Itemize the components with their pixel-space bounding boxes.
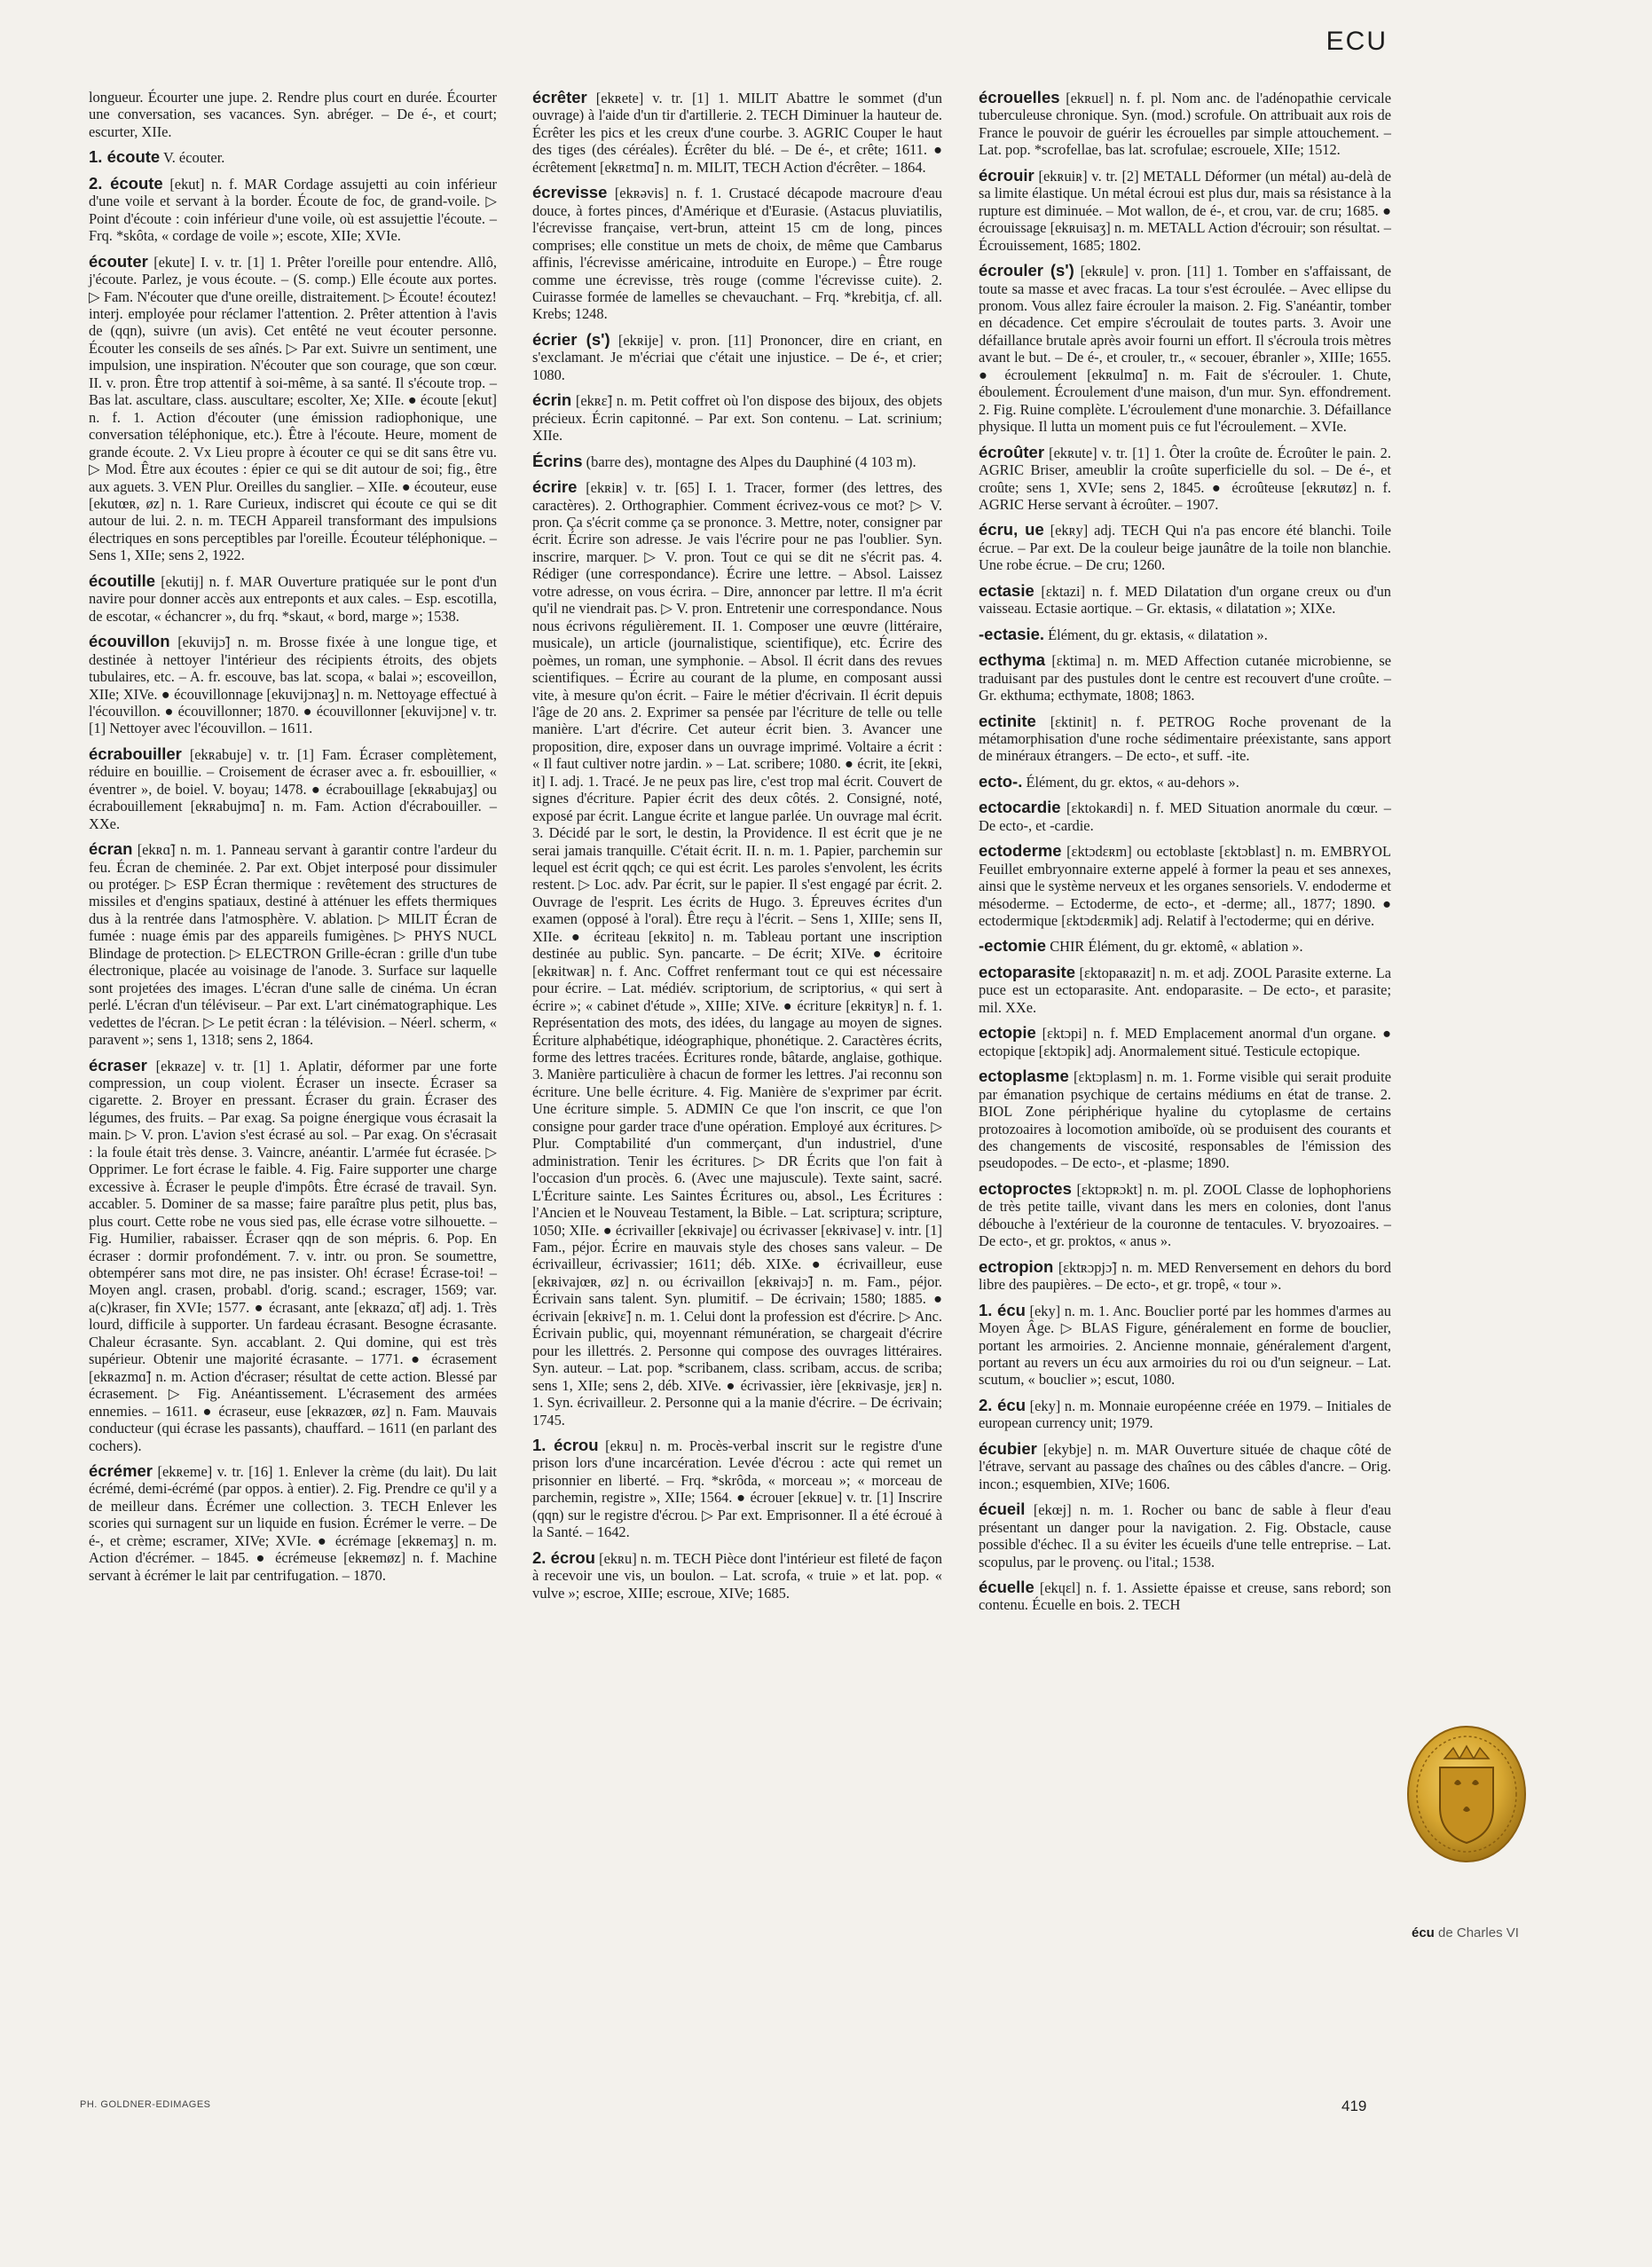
running-head: ECU (1326, 27, 1388, 56)
column-2 (532, 89, 942, 1610)
caption-text: de Charles VI (1434, 1925, 1519, 1940)
entry-body: [ɛktinit] n. f. PETROG Roche provenant de la métamorphisation d'une roche sédimentaire préexistante, sans apport de minéraux étrangers. – De ecto-, et suff. -ite. (979, 712, 1391, 765)
entry-body: [ekuvijɔ̃] n. m. Brosse fixée à une longue tige, et destinée à nettoyer l'intérieur des récipients étroits, des objets tubulaires, etc. – A. fr. escouve, bas lat. scopa, « balai »; escoveillon, XIIe; XIVe. ● écouvillonnage [ekuvijɔnaʒ] n. m. Nettoyage effectué à l'écouvillon. ● écouvillonner; 1870. ● écouvillonner [ekuvijɔne] v. tr. [1] Nettoyer avec l'écouvillon. – 1611. (89, 634, 497, 737)
entry-body: [ekʀɑ̃] n. m. 1. Panneau servant à garantir contre l'ardeur du feu. Écran de cheminée. 2. Par ext. Objet interposé pour dissimuler ou protéger. ▷ ESP Écran thermique : revêtement des structures de missiles et d'engins spatiaux, destiné à atténuer les effets thermiques dus à la rentrée dans l'atmosphère. V. ablation. ▷ MILIT Écran de fumée : nuage émis par des appareils fumigènes. ▷ PHYS NUCL Blindage de protection. ▷ ELECTRON Grille-écran : grille d'un tube électronique, placée au voisinage de l'anode. 3. Surface sur laquelle sont projetées des images. L'écran d'une salle de cinéma. Un écran perlé. L'écran d'un téléviseur. – Par ext. L'art cinématographique. Les vedettes de l'écran. ▷ Le petit écran : la télévision. – Néerl. scherm, « paravent »; sens 1, 1318; sens 2, 1864. (89, 841, 497, 1049)
entry-headword: ectopie (979, 1023, 1036, 1043)
entry-headword: écrin (532, 390, 572, 410)
entry-headword: écrêter (532, 88, 587, 106)
dictionary-entry (89, 840, 497, 1048)
entry-body: [ekʀute] v. tr. [1] 1. Ôter la croûte de. Écroûter le pain. 2. AGRIC Briser, ameublir la croûte superficielle du sol. – De é-, et croûte; sens 1, XVIe; sens 2, 1845. ● écroûteuse [ekʀutøz] n. f. AGRIC Herse servant à écroûter. – 1907. (979, 444, 1391, 513)
entry-headword: 2. écu (979, 1395, 1026, 1414)
dictionary-entry (532, 478, 942, 1429)
entry-body: [ekut] n. f. MAR Cordage assujetti au coin inférieur d'une voile et servant à la border. Écoute de foc, de grand-voile. ▷ Point d'écoute : coin inférieur d'une voile, où est assujettie l'écoute. – Frq. *skôta, « cordage de voile »; escote, XIIe; XVIe. (89, 175, 497, 245)
entry-headword: ectoproctes (979, 1178, 1072, 1198)
entry-body: [ɛktɔpi] n. f. MED Emplacement anormal d'un organe. ● ectopique [ɛktɔpik] adj. Anormalement situé. Testicule ectopique. (979, 1025, 1391, 1059)
dictionary-entry (89, 745, 497, 832)
entry-body: [ekʀule] v. pron. [11] 1. Tomber en s'affaissant, de toute sa masse et avec fracas. La tour s'est écroulée. – Avec ellipse du pronom. Vous allez faire écrouler la maison. 2. Fig. S'anéantir, tomber en décadence. Cet empire s'écroulait de toutes parts. 3. Avoir une défaillance brutale après avoir fourni un effort. Il s'écroula trois mètres avant le but. – De é-, et crouler, tr., « secouer, ébranler », XIIIe; 1655. ● écroulement [ekʀulmɑ̃] n. m. Fait de s'écrouler. 1. Chute, éboulement. Écroulement d'une maison, d'un mur. Syn. effondrement. 2. Fig. Ruine complète. L'écroulement d'une monarchie. 3. Défaillance physique. Il lutta un moment puis ce fut l'écroulement. – XVIe. (979, 263, 1391, 436)
entry-headword: écrouler (s') (979, 261, 1074, 280)
entry-headword: 1. écrou (532, 1435, 599, 1454)
entry-body: [ɛktokaʀdi] n. f. MED Situation anormale du cœur. – De ecto-, et -cardie. (979, 799, 1391, 834)
dictionary-entry (979, 89, 1391, 159)
entry-body: [ekʀuɛl] n. f. pl. Nom anc. de l'adénopathie cervicale tuberculeuse chronique. Syn. (mod.) scrofule. On attribuait aux rois de France le pouvoir de guérir les écrouelles par simple attouchement. – Lat. pop. *scrofellae, bas lat. scrofulae; escrouele, XIIe; 1512. (979, 90, 1391, 159)
dictionary-entry (89, 572, 497, 625)
entry-headword: ectropion (979, 1256, 1054, 1276)
dictionary-entry (979, 1258, 1391, 1294)
entry-headword: écroûter (979, 442, 1045, 461)
entry-headword: écraser (89, 1055, 147, 1074)
photo-credit: PH. GOLDNER-EDIMAGES (80, 2099, 211, 2110)
entry-body: [ekutij] n. f. MAR Ouverture pratiquée sur le pont d'un navire pour donner accès aux entreponts et aux cales. – Esp. escotilla, de escotar, « échancrer », du frq. *skaut, « bord, marge »; 1538. (89, 572, 497, 625)
entry-body: [ekʀy] adj. TECH Qui n'a pas encore été blanchi. Toile écrue. – Par ext. De la couleur beige jaunâtre de la toile non blanchie. Une robe écrue. – De cru; 1260. (979, 522, 1392, 574)
column-3 (979, 89, 1391, 1622)
entry-headword: écuelle (979, 1577, 1034, 1596)
dictionary-entry (979, 444, 1391, 514)
entry-body: [ekute] I. v. tr. [1] 1. Prêter l'oreille pour entendre. Allô, j'écoute. Parlez, je vous écoute. – (S. comp.) Elle écoute aux portes. ▷ Fam. N'écouter que d'une oreille, distraitement. ▷ Écoute! écoutez! interj. employée pour réclamer l'attention. 2. Prêter attention à l'avis de (qqn), suivre (un avis). Cet entêté ne veut écouter personne. Écouter les conseils de ses aînés. ▷ Par ext. Suivre un sentiment, une impulsion, une inspiration. N'écouter que son courage, que son cœur. II. v. pron. Être trop attentif à soi-même, à sa santé. Il s'écoute trop. – Bas lat. ascultare, class. auscultare; escolter, Xe; XIIe. ● écoute [ekut] n. f. 1. Action d'écouter (une émission radiophonique, une conversation téléphonique, etc.). Être à l'écoute. Heure, moment de grande écoute. 2. Vx Lieu propre à écouter ce qui se dit sans être vu. ▷ Mod. Être aux écoutes : épier ce qui se dit autour de soi; fig., être aux aguets. 3. VEN Plur. Oreilles du sanglier. – XIIe. ● écouteur, euse [ekutœʀ, øz] n. 1. Rare Curieux, indiscret qui écoute ce qui se dit autour de lui. 2. n. m. TECH Appareil transformant des impulsions électriques en sons perceptibles par l'oreille. Écouteur téléphonique. – Sens 1, XIIe; sens 2, 1922. (89, 253, 497, 564)
entry-body: [ɛktɔdɛʀm] ou ectoblaste [ɛktɔblast] n. m. EMBRYOL Feuillet embryonnaire externe appelé à former la peau et ses annexes, ainsi que le système nerveux et les organes sensoriels. V. endoderme et mésoderme. – Ectoderme, de ecto-, et -derme; all., 1877; 1890. ● ectodermique [ɛktɔdɛʀmik] adj. Relatif à l'ectoderme; qui en dérive. (979, 843, 1391, 930)
entry-headword: écouter (89, 251, 148, 271)
entry-body: [ɛktɔplasm] n. m. 1. Forme visible qui serait produite par émanation psychique de certains médiums en état de transe. 2. BIOL Zone périphérique hyaline du cytoplasme de certains protozoaires à locomotion amiboïde, où se produisent des courants et des changements de viscosité, responsables de l'émission des pseudopodes. – De ecto-, et -plasme; 1890. (979, 1068, 1391, 1172)
entry-headword: écubier (979, 1438, 1037, 1458)
dictionary-entry (979, 1440, 1391, 1492)
entry-headword: écrire (532, 477, 578, 497)
entry-headword: écrémer (89, 1460, 153, 1480)
entry-headword: écouvillon (89, 632, 170, 651)
dictionary-entry (979, 1067, 1391, 1172)
dictionary-entry (979, 262, 1391, 436)
entry-headword: 1. écoute (89, 147, 161, 167)
dictionary-entry (532, 1549, 942, 1602)
dictionary-entry (89, 175, 497, 245)
dictionary-entry (979, 773, 1391, 791)
dictionary-entry (979, 937, 1391, 955)
entry-body: [ekʀeme] v. tr. [16] 1. Enlever la crème (du lait). Du lait écrémé, demi-écrémé (par oppos. à entier). 2. Fig. Prendre ce qu'il y a de meilleur dans. Écrémer une collection. 3. TECH Enlever les scories qui surnagent sur un liquide en fusion. Écrémer le verre. – De é-, et crème; escramer, XIVe; XVIe. ● écrémage [ekʀemaʒ] n. m. Action d'écrémer. – 1845. ● écrémeuse [ekʀemøz] n. f. Machine servant à écrémer le lait par centrifugation. – 1870. (89, 1462, 497, 1584)
entry-body: [ekɥɛl] n. f. 1. Assiette épaisse et creuse, sans rebord; son contenu. Écuelle en bois. 2. TECH (979, 1578, 1391, 1614)
dictionary-entry (979, 651, 1391, 704)
dictionary-entry (979, 521, 1391, 573)
entry-body: V. écouter. (163, 149, 225, 167)
dictionary-entry (979, 1302, 1391, 1389)
dictionary-entry (532, 391, 942, 444)
dictionary-entry (979, 167, 1391, 254)
entry-headword: écrevisse (532, 183, 608, 202)
ecu-coin-picture (1404, 1723, 1529, 1865)
entry-body: [ekʀije] v. pron. [11] Prononcer, dire en criant, en s'exclamant. Je m'écriai que c'était une injustice. – De é-, et crier; 1080. (532, 331, 943, 383)
dictionary-entry (89, 633, 497, 737)
entry-body: [ɛktazi] n. f. MED Dilatation d'un organe creux ou d'un vaisseau. Ectasie aortique. – Gr. ektasis, « dilatation »; XIXe. (979, 582, 1391, 618)
entry-body: [ɛktopaʀazit] n. m. et adj. ZOOL Parasite externe. La puce est un ectoparasite. Ant. endoparasite. – De ecto-, et parasite; mil. XXe. (979, 964, 1391, 1016)
caption-headword: écu (1412, 1925, 1435, 1940)
gold-coin-icon (1404, 1723, 1529, 1865)
entry-body: Élément, du gr. ektos, « au-dehors ». (1026, 773, 1239, 791)
entry-headword: ectasie (979, 580, 1034, 600)
dictionary-entry (532, 331, 942, 383)
entry-headword: écran (89, 839, 133, 859)
dictionary-entry (89, 1462, 497, 1584)
entry-headword: ectinite (979, 711, 1036, 730)
entry-body: [ɛktima] n. m. MED Affection cutanée microbienne, se traduisant par des pustules dont le centre est recouvert d'une croûte. – Gr. ekthuma; ecthymate, 1808; 1863. (979, 652, 1391, 705)
entry-body: [ekʀete] v. tr. [1] 1. MILIT Abattre le sommet (d'un ouvrage) à l'aide d'un tir d'artillerie. 2. TECH Diminuer la hauteur de. Écrêter les pics et les creux d'une courbe. 3. AGRIC Couper le haut des tiges (des céréales). Écrêter du blé. – De é-, et crête; 1611. ● écrêtement [ekʀɛtmɑ̃] n. m. MILIT, TECH Action d'écrêter. – 1864. (532, 90, 942, 176)
entry-body: CHIR Élément, du gr. ektomê, « ablation ». (1050, 938, 1303, 956)
dictionary-entry (89, 89, 497, 140)
entry-headword: -ectasie. (979, 624, 1045, 643)
entry-headword: ectoderme (979, 841, 1062, 861)
dictionary-entry (89, 253, 497, 564)
dictionary-entry (979, 626, 1391, 643)
entry-headword: écrouelles (979, 88, 1060, 106)
dictionary-entry (979, 1397, 1391, 1432)
dictionary-entry (979, 1180, 1391, 1250)
entry-headword: 2. écoute (89, 173, 163, 193)
dictionary-entry (979, 1500, 1391, 1570)
entry-headword: Écrins (532, 451, 583, 470)
entry-body: [ekʀiʀ] v. tr. [65] I. 1. Tracer, former (des lettres, des caractères). 2. Orthographier. Comment écrivez-vous ce mot? ▷ V. pron. Ça s'écrit comme ça se prononce. 3. Mettre, noter, consigner par écrit. Écrire son adresse. Je vais l'écrire pour ne pas l'oublier. Syn. inscrire, marquer. ▷ V. pron. Tout ce qui se dit ne s'écrit pas. 4. Rédiger (une correspondance). Écrire une lettre. – Absol. Laissez votre adresse, on vous écrira. – Dire, annoncer par lettre. Il m'a écrit qu'il ne viendrait pas. ▷ V. pron. Entretenir une correspondance. Nous nous écrivons régulièrement. II. 1. Composer une œuvre (littéraire, musicale), un article (journalistique, scientifique), etc. Écrire des poèmes, un roman, une symphonie. – Absol. Il écrit dans des revues scientifiques. – Écrire au courant de la plume, en composant aussi vite, à mesure qu'on écrit. – Faire le métier d'écrivain. Il écrit depuis l'âge de 20 ans. 2. Exprimer sa pensée par l'écriture de telle ou telle manière. L'art d'écrire. Cet auteur écrit bien. 3. Avancer une proposition, dire, exposer dans un ouvrage imprimé. Voltaire a écrit : « Il faut cultiver notre jardin. » – Lat. scribere; 1080. ● écrit, ite [ekʀi, it] I. adj. 1. Tracé. Je ne peux pas lire, c'est trop mal écrit. Couvert de signes d'écriture. Papier écrit des deux côtés. 2. Consigné, noté, exposé par écrit. Langue écrite et langue parlée. Un ouvrage mal écrit. 3. Décidé par le sort, le destin, la Providence. Il est écrit que je ne serai jamais tranquille. C'était écrit. II. n. m. 1. Papier, parchemin sur lequel est écrit qqch; ce qui est écrit. Les paroles s'envolent, les écrits restent. ▷ Loc. adv. Par écrit, sur le papier. Il s'est engagé par écrit. 2. Ouvrage de l'esprit. Les écrits de Hugo. 3. Épreuves écrites d'un examen (opposé à l'oral). Être reçu à l'écrit. – Sens 1, XIIIe; sens II, XIIe. ● écriteau [ekʀito] n. m. Tableau portant une inscription destinée au public. Syn. pancarte. – De écrit; XIVe. ● écritoire [ekʀitwaʀ] n. f. Anc. Coffret renfermant tout ce qui est nécessaire pour écrire. – Lat. médiév. scriptorium, de scriptorius, « qui sert à écrire »; « cabinet d'étude », XIIIe; XIVe. ● écriture [ekʀityʀ] n. f. 1. Représentation des mots, des idées, du langage au moyen de signes. Écriture alphabétique, idéographique, phonétique. 2. Caractères écrits, forme des lettres tracées. Écritures ronde, bâtarde, anglaise, gothique. 3. Manière particulière à chacun de former les lettres. J'ai reconnu son écriture. Une belle écriture. 4. Fig. Manière de s'exprimer par écrit. Une écriture simple. 5. ADMIN Ce que l'on inscrit, ce que l'on consigne pour garder trace d'une opération. Employé aux écritures. ▷ Plur. Comptabilité d'un commerçant, d'un industriel, d'une administration. Tenir les écritures. ▷ DR Écrits que l'on fait à l'occasion d'un procès. 6. (Avec une majuscule). Texte saint, sacré. L'Écriture sainte. Les Saintes Écritures ou, absol., Les Écritures : l'Ancien et le Nouveau Testament, la Bible. – Lat. scriptura; scripture, 1050; XIIe. ● écrivailler [ekʀivaje] ou écrivasser [ekʀivase] v. intr. [1] Fam., péjor. Écrire en mauvais style des choses sans valeur. – De écrivailleur, écrivassier; 1611; déb. XIXe. ● écrivailleur, euse [ekʀivajœʀ, øz] n. ou écrivaillon [ekʀivajɔ̃] n. m. Fam., péjor. Écrivain sans talent. Syn. plumitif. – De écrivain; 1580; 1885. ● écrivain [ekʀivɛ̃] n. m. 1. Celui dont la profession est d'écrire. ▷ Anc. Écrivain public, qui, moyennant rémunération, se chargeait d'écrire pour les illettrés. 2. Personne qui compose des ouvrages littéraires. Syn. auteur. – Lat. pop. *scribanem, class. scribam, accus. de scriba; sens 1, XIIe; sens 2, déb. XIVe. ● écrivassier, ière [ekʀivasje, jɛʀ] n. 1. Syn. écrivailleur. 2. Personne qui a la manie d'écrire. – De écrivain; 1745. (532, 479, 942, 1429)
dictionary-entry (979, 1024, 1391, 1059)
dictionary-entry (979, 712, 1391, 765)
entry-body: [ekʀuiʀ] v. tr. [2] METALL Déformer (un métal) au-delà de sa limite élastique. Un métal écroui est plus dur, mais sa résistance à la rupture est diminuée. – Mot wallon, de é-, et crou, var. de cru; 1685. ● écrouissage [ekʀuisaʒ] n. m. METALL Action d'écrouir; son résultat. – Écrouissement, 1685; 1802. (979, 167, 1391, 254)
entry-body: [ekʀabuje] v. tr. [1] Fam. Écraser complètement, réduire en bouillie. – Croisement de écraser avec a. fr. esbouillier, « éventrer », de boiel. V. boyau; 1478. ● écrabouillage [ekʀabujaʒ] ou écrabouillement [ekʀabujmɑ̃] n. m. Fam. Action d'écrabouiller. – XXe. (89, 745, 497, 832)
entry-headword: ectocardie (979, 798, 1061, 817)
entry-headword: écrabouiller (89, 744, 182, 763)
entry-body: Élément, du gr. ektasis, « dilatation ». (1048, 626, 1268, 643)
dictionary-entry (89, 1057, 497, 1454)
entry-headword: -ectomie (979, 936, 1047, 956)
dictionary-entry (532, 184, 942, 323)
entry-body: [ekʀəvis] n. f. 1. Crustacé décapode macroure d'eau douce, à fortes pinces, d'Amérique et d'Eurasie. (Astacus pluviatilis, l'écrevisse française, vert-brun, atteint 15 cm de long, pinces comprises; elle constitue un mets de choix, de même que Cambarus affinis, l'écrevisse américaine, introduite en Europe.) – Être rouge comme une écrevisse, très rouge (comme l'écrevisse cuite). 2. Cuirasse formée de lamelles se chevauchant. – Frq. *krebitja, cf. all. Krebs; 1248. (532, 185, 942, 323)
column-1 (89, 89, 497, 1592)
dictionary-entry (979, 842, 1391, 929)
dictionary-entry (979, 582, 1391, 618)
entry-body: (barre des), montagne des Alpes du Dauphiné (4 103 m). (586, 453, 916, 470)
dictionary-entry (532, 89, 942, 176)
entry-headword: ectoplasme (979, 1067, 1069, 1086)
entry-headword: écrouir (979, 165, 1034, 185)
dictionary-entry (979, 799, 1391, 834)
entry-body: [ekœj] n. m. 1. Rocher ou banc de sable à fleur d'eau présentant un danger pour la navigation. 2. Fig. Obstacle, cause possible d'échec. Il a su éviter les écueils d'une telle entreprise. – Lat. scopulus, par le provenç. ou l'ital.; 1538. (979, 1501, 1391, 1570)
entry-headword: 2. écrou (532, 1547, 595, 1567)
dictionary-entry (979, 964, 1391, 1016)
entry-body: [ekʀu] n. m. TECH Pièce dont l'intérieur est fileté de façon à recevoir une vis, un boulon. – Lat. scrofa, « truie » et lat. pop. « vulve »; escroe, XIIIe; escroue, XIVe; 1685. (532, 1549, 942, 1602)
entry-body: [ekybje] n. m. MAR Ouverture située de chaque côté de l'étrave, servant au passage des chaînes ou des câbles d'ancre. – Orig. incon.; esquembien, XIVe; 1606. (979, 1440, 1391, 1492)
entry-body: [ekʀɛ̃] n. m. Petit coffret où l'on dispose des bijoux, des objets précieux. Écrin capitonné. – Par ext. Son contenu. – Lat. scrinium; XIIe. (532, 392, 942, 445)
entry-body: [ɛktʀɔpjɔ̃] n. m. MED Renversement en dehors du bord libre des paupières. – De ecto-, et gr. tropê, « tour ». (979, 1258, 1391, 1294)
entry-body: [eky] n. m. Monnaie européenne créée en 1979. – Initiales de european currency unit; 1979. (979, 1397, 1391, 1432)
entry-headword: écrier (s') (532, 329, 610, 349)
dictionary-entry (979, 1578, 1391, 1614)
entry-body: longueur. Écourter une jupe. 2. Rendre plus court en durée. Écourter une conversation, ses vacances. Syn. abréger. – De é-, et court; escurter, XIIe. (89, 89, 497, 140)
entry-headword: 1. écu (979, 1300, 1026, 1319)
entry-body: [ɛktɔpʀɔkt] n. m. pl. ZOOL Classe de lophophoriens de très petite taille, vivant dans les mers en colonies, dont l'anus débouche à l'extérieur de la couronne de tentacules. V. bryozoaires. – De ecto-, et gr. proktos, « anus ». (979, 1180, 1391, 1250)
dictionary-entry (89, 148, 497, 166)
entry-headword: ectoparasite (979, 962, 1075, 981)
entry-body: [eky] n. m. 1. Anc. Bouclier porté par les hommes d'armes au Moyen Âge. ▷ BLAS Figure, généralement en forme de bouclier, portant les armoiries. 2. Ancienne monnaie, généralement d'argent, portant au revers un écu aux armoiries du roi ou d'un seigneur. – Lat. scutum, « bouclier »; escut, 1080. (979, 1302, 1391, 1389)
dictionary-entry (532, 453, 942, 470)
entry-headword: écoutille (89, 571, 156, 590)
entry-body: [ekʀu] n. m. Procès-verbal inscrit sur le registre d'une prison lors d'une incarcération. Levée d'écrou : acte qui remet un prisonnier en liberté. – Frq. *skrôda, « morceau »; « morceau de parchemin, registre », XIIe; 1564. ● écrouer [ekʀue] v. tr. [1] Inscrire (qqn) sur le registre d'écrou. ▷ Par ext. Emprisonner. Il a été écroué à la Santé. – 1642. (532, 1437, 942, 1541)
entry-headword: ecto-. (979, 771, 1023, 791)
entry-body: [ekʀaze] v. tr. [1] 1. Aplatir, déformer par une forte compression, un coup violent. Écraser un insecte. Écraser sa cigarette. 2. Broyer en pressant. Écraser du grain. Écraser des légumes, des fruits. – Par exag. Sa poigne énergique vous écrasait la main. ▷ V. pron. L'avion s'est écrasé au sol. – Par exag. On s'écrasait : la foule était très dense. 3. Vaincre, anéantir. L'armée fut écrasée. ▷ Opprimer. Le fort écrase le faible. 4. Fig. Faire supporter une charge excessive à. Écraser le peuple d'impôts. Être écrasé de travail. Syn. accabler. 5. Dominer de sa masse; faire paraître plus petit, plus bas, plus court. Cette robe ne vous sied pas, elle écrase votre silhouette. – Fig. Humilier, rabaisser. Écraser qqn de son mépris. 6. Pop. En écraser : dormir profondément. 7. v. intr. ou pron. Se soumettre, obtempérer sans mot dire, ne pas insister. Oh! écrase! Écrase-toi! – Moyen angl. crasen, probabl. d'orig. scand.; escrager, 1569; var. a(c)kraser, fin XVIe; 1577. ● écrasant, ante [ekʀazɑ̃, ɑ̃t] adj. 1. Très lourd, difficile à supporter. Un fardeau écrasant. Besogne écrasante. Chaleur écrasante. Syn. accablant. 2. Qui domine, qui est très supérieur. Obtenir une majorité écrasante. – 1771. ● écrasement [ekʀazmɑ̃] n. m. Action d'écraser; résultat de cette action. Blessé par écrasement. ▷ Fig. Anéantissement. L'écrasement des armées ennemies. – 1611. ● écraseur, euse [ekʀazœʀ, øz] n. Fam. Mauvais conducteur (qui écrase les passants), chauffard. – 1611 (en parlant des cochers). (89, 1057, 497, 1454)
entry-headword: écru, ue (979, 520, 1044, 539)
entry-headword: écueil (979, 1500, 1026, 1519)
page-number: 419 (1341, 2098, 1367, 2114)
picture-caption (1412, 1925, 1519, 1940)
entry-headword: ecthyma (979, 650, 1046, 670)
dictionary-entry (532, 1437, 942, 1541)
